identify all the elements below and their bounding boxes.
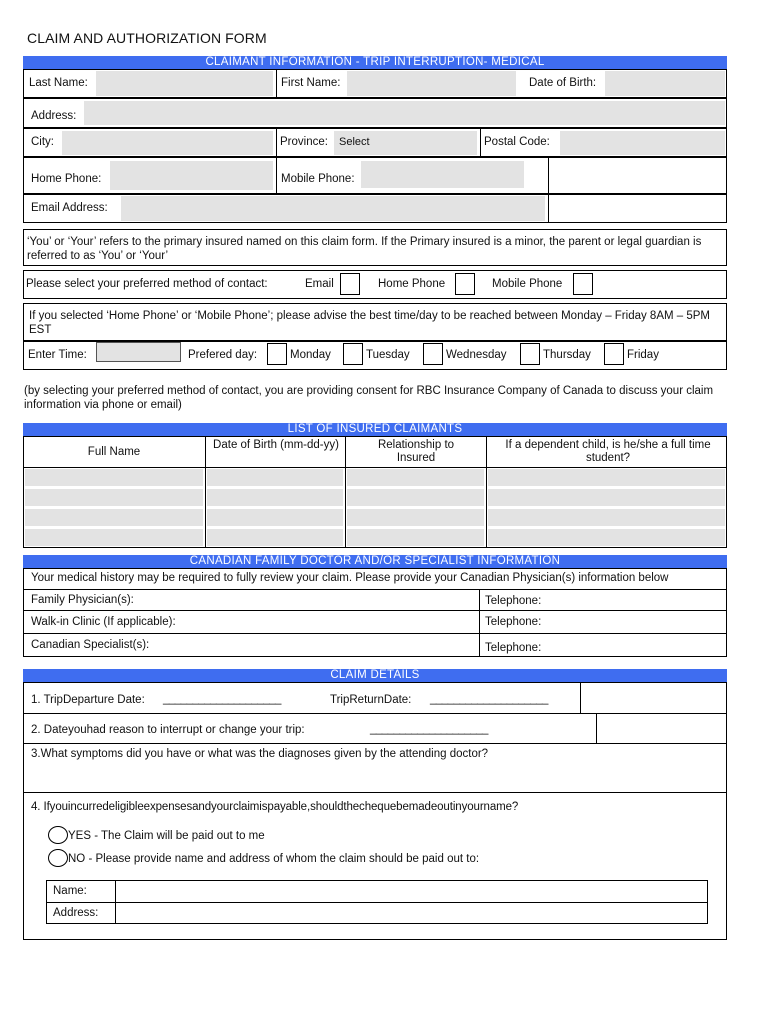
divider [479,589,480,657]
insured-section-header: LIST OF INSURED CLAIMANTS [23,423,727,436]
enter-time-field[interactable] [96,342,181,362]
doctor-intro-text: Your medical history may be required to fully review your claim. Please provide your Canadian Physician(s) information below [31,572,669,584]
payee-question: 4. Ifyouincurredeligibleexpensesandyourclaimispayable,shouldthechequebemadeoutinyourname? [31,801,519,813]
claimant-section-header: CLAIMANT INFORMATION - TRIP INTERRUPTION- MEDICAL [23,56,727,69]
address-field[interactable] [84,101,725,125]
postal-code-field[interactable] [560,131,725,155]
mobile-phone-field[interactable] [361,161,524,188]
insured-row-3-name[interactable] [25,509,203,526]
walkin-clinic-label: Walk-in Clinic (If applicable): [31,616,176,628]
divider [580,682,581,713]
symptoms-question: 3.What symptoms did you have or what was the diagnoses given by the attending doctor? [31,748,489,760]
interrupt-date-label: 2. Dateyouhad reason to interrupt or change your trip: [31,724,305,736]
insured-row-1-relationship[interactable] [347,469,484,486]
insured-row-2-name[interactable] [25,489,203,506]
family-physician-telephone-label: Telephone: [485,595,542,607]
insured-row-4-student[interactable] [488,529,725,546]
form-title: CLAIM AND AUTHORIZATION FORM [27,30,267,46]
divider [46,902,708,903]
definition-text: ‘You’ or ‘Your’ refers to the primary insured named on this claim form. If the Primary insured is a minor, the parent or legal guardian is referred to as ‘You’ or ‘Your’ [27,236,702,262]
divider [23,467,727,468]
consent-text: (by selecting your preferred method of contact, you are providing consent for RBC Insurance Company of Canada to discuss your claim information via phone or email) [24,385,714,411]
last-name-label: Last Name: [29,77,88,89]
monday-checkbox[interactable] [267,343,287,365]
divider [276,128,277,157]
friday-label: Friday [627,349,659,361]
dob-field[interactable] [605,71,725,96]
insured-row-1-name[interactable] [25,469,203,486]
specialist-telephone-label: Telephone: [485,642,542,654]
payee-address-label: Address: [53,907,99,919]
city-label: City: [31,136,54,148]
last-name-field[interactable] [96,71,273,96]
contact-home-phone-label: Home Phone [378,278,446,290]
thursday-checkbox[interactable] [520,343,540,365]
contact-mobile-phone-label: Mobile Phone [492,278,563,290]
insured-row-3-relationship[interactable] [347,509,484,526]
payee-yes-radio[interactable] [48,826,68,844]
trip-return-date-blank[interactable]: ____________________ [430,693,548,705]
wednesday-label: Wednesday [446,349,507,361]
home-phone-field[interactable] [110,161,273,190]
divider [23,792,727,793]
wednesday-checkbox[interactable] [423,343,443,365]
contact-email-checkbox[interactable] [340,273,360,295]
email-field[interactable] [121,196,545,221]
divider [345,436,346,548]
payee-address-field[interactable] [117,904,706,923]
enter-time-label: Enter Time: [28,349,87,361]
insured-row-2-relationship[interactable] [347,489,484,506]
claim-section-header: CLAIM DETAILS [23,669,727,682]
address-label: Address: [31,110,77,122]
insured-row-4-dob[interactable] [207,529,343,546]
contact-mobile-phone-checkbox[interactable] [573,273,593,295]
payee-name-field[interactable] [117,882,706,901]
insured-row-3-student[interactable] [488,509,725,526]
insured-row-4-relationship[interactable] [347,529,484,546]
postal-code-label: Postal Code: [484,136,550,148]
divider [276,157,277,194]
trip-departure-label: 1. TripDeparture Date: [31,694,145,706]
mobile-phone-label: Mobile Phone: [281,173,355,185]
family-physician-label: Family Physician(s): [31,594,134,606]
divider [23,610,727,611]
divider [23,743,727,744]
trip-return-label: TripReturnDate: [330,694,412,706]
divider [23,713,727,714]
contact-email-label: Email [305,278,334,290]
friday-checkbox[interactable] [604,343,624,365]
divider [205,436,206,548]
insured-row-2-student[interactable] [488,489,725,506]
col-full-name: Full Name [87,446,141,458]
first-name-field[interactable] [347,71,516,96]
tuesday-checkbox[interactable] [343,343,363,365]
contact-home-phone-checkbox[interactable] [455,273,475,295]
col-relationship: Relationship to Insured [377,439,455,464]
preferred-day-label: Prefered day: [188,349,258,361]
divider [276,69,277,98]
trip-departure-date-blank[interactable]: ____________________ [163,693,281,705]
home-phone-label: Home Phone: [31,173,102,185]
province-label: Province: [280,136,328,148]
col-student: If a dependent child, is he/she a full time student? [505,439,711,464]
walkin-telephone-label: Telephone: [485,616,542,628]
divider [23,589,727,590]
divider [486,436,487,548]
province-selected-value: Select [339,136,370,148]
payee-yes-label: YES - The Claim will be paid out to me [68,830,265,842]
first-name-label: First Name: [281,77,341,89]
thursday-label: Thursday [543,349,591,361]
specialist-label: Canadian Specialist(s): [31,639,150,651]
payee-no-label: NO - Please provide name and address of whom the claim should be paid out to: [68,853,480,865]
city-field[interactable] [62,131,273,155]
dob-label: Date of Birth: [529,77,597,89]
insured-row-4-name[interactable] [25,529,203,546]
monday-label: Monday [290,349,331,361]
province-select[interactable] [334,131,477,155]
payee-name-label: Name: [53,885,87,897]
time-note-text: If you selected ‘Home Phone’ or ‘Mobile Phone’; please advise the best time/day to be reached between Monday – Friday 8AM – 5PM EST [29,310,711,336]
divider [480,128,481,157]
col-dob: Date of Birth (mm-dd-yy) [213,439,339,451]
insured-row-2-dob[interactable] [207,489,343,506]
tuesday-label: Tuesday [366,349,410,361]
insured-row-1-dob[interactable] [207,469,343,486]
interrupt-date-blank[interactable]: ____________________ [370,723,488,735]
email-label: Email Address: [31,202,108,214]
insured-row-3-dob[interactable] [207,509,343,526]
divider [23,633,727,634]
divider [115,880,116,924]
contact-method-prompt: Please select your preferred method of contact: [26,278,268,290]
insured-row-1-student[interactable] [488,469,725,486]
divider [596,713,597,743]
payee-no-radio[interactable] [48,849,68,867]
doctor-section-header: CANADIAN FAMILY DOCTOR AND/OR SPECIALIST INFORMATION [23,555,727,568]
